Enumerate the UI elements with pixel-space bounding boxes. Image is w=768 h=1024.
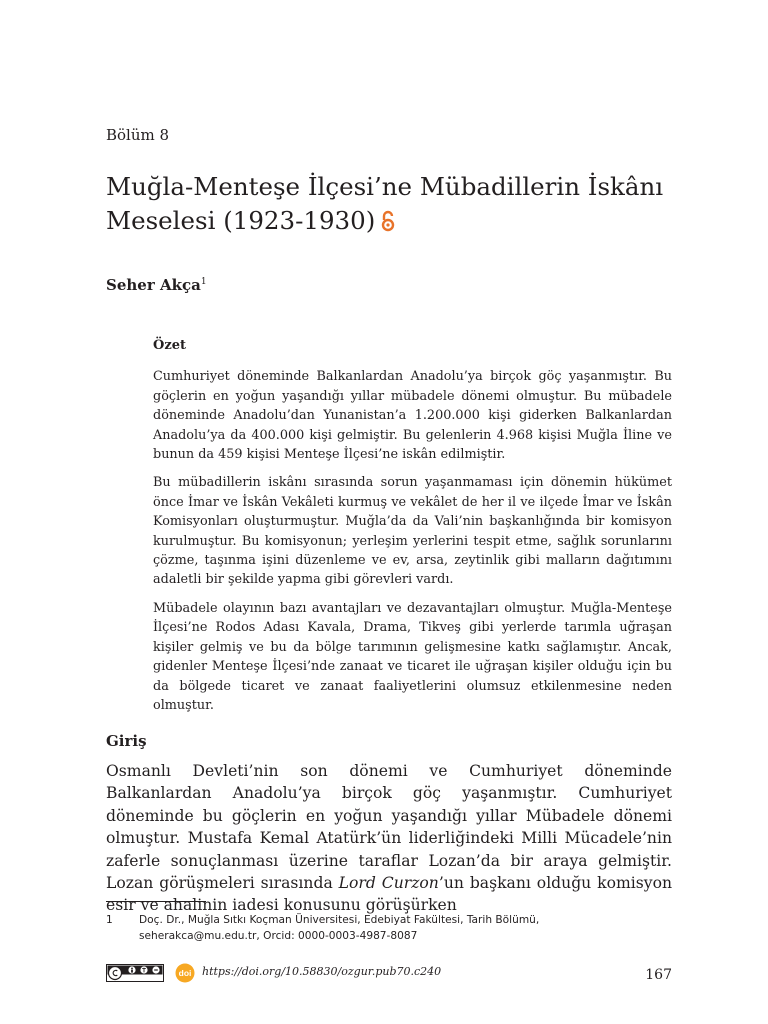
intro-paragraph: [106, 760, 672, 917]
footnote-divider: [106, 901, 206, 902]
abstract-section: [153, 336, 672, 724]
abstract-paragraph-1: Cumhuriyet döneminde Balkanlardan Anadolu’ya birçok göç yaşanmıştır. Bu göçlerin en yoğun yaşandığı yıllar mübadele dönemi olmuştur. Bu mübadele döneminde Anadolu’dan Yunanistan’a 1.200.000 kişi giderken Balkanlardan Anadolu’ya da 400.000 kişi gelmiştir. Bu gelenlerin 4.968 kişisi Muğla İline ve bunun da 459 kişisi Menteşe İlçesi’ne iskân edilmiştir.: [153, 369, 672, 463]
open-access-icon[interactable]: [381, 210, 395, 232]
intro-text-before: Osmanlı Devleti’nin son dönemi ve Cumhuriyet döneminde Balkanlardan Anadolu’ya birçok göç yaşanmıştır. Cumhuriyet döneminde bu göçlerin en yoğun yaşandığı yıllar Mübadele dönemi olmuştur. Mustafa Kemal Atatürk’ün liderliğindeki Milli Mücadele’nin zaferle sonuçlanması üzerine taraflar Lozan’da bir araya gelmiştir. Lozan görüşmeleri sırasında: [106, 762, 672, 893]
doi-badge-text: doi: [178, 968, 192, 979]
doi-link[interactable]: https://doi.org/10.58830/ozgur.pub70.c240: [202, 965, 442, 978]
author-footnote-ref[interactable]: 1: [200, 277, 207, 287]
footnote-line-1: Doç. Dr., Muğla Sıtkı Koçman Üniversitesi, Edebiyat Fakültesi, Tarih Bölümü,: [139, 914, 540, 926]
cc-by-nc-license-icon[interactable]: [106, 964, 164, 982]
footnote: [106, 912, 672, 944]
page-footer: [106, 963, 672, 985]
chapter-title-text: Muğla-Menteşe İlçesi’ne Mübadillerin İskânı Meselesi (1923-1930): [106, 172, 664, 235]
intro-text-after: ’un başkanı olduğu komisyon esir ve ahalinin iadesi konusunu görüşürken: [106, 874, 673, 915]
footnote-number: 1: [106, 914, 113, 926]
intro-italic-name: Lord Curzon: [338, 874, 439, 893]
abstract-heading: Özet: [153, 338, 186, 353]
chapter-title: [106, 170, 686, 238]
author-line: [106, 276, 207, 294]
abstract-paragraph-3: Mübadele olayının bazı avantajları ve dezavantajları olmuştur. Muğla-Menteşe İlçesi’ne Rodos Adası Kavala, Drama, Tikveş gibi yerlerde tarımla uğraşan kişiler gelmiş ve bu da bölge tarımının gelişmesine katkı sağlamıştır. Ancak, gidenler Menteşe İlçesi’nde zanaat ve ticaret ile uğraşan kişiler olduğu için bu da bölgede ticaret ve zanaat faaliyetlerini olumsuz etkilenmesine neden olmuştur.: [153, 600, 672, 713]
intro-heading: Giriş: [106, 732, 147, 750]
footnote-line-2[interactable]: seherakca@mu.edu.tr, Orcid: 0000-0003-4987-8087: [139, 930, 418, 942]
author-name: Seher Akça: [106, 276, 201, 294]
doi-icon[interactable]: [174, 963, 196, 983]
chapter-label: Bölüm 8: [106, 126, 170, 144]
abstract-paragraph-2: Bu mübadillerin iskânı sırasında sorun yaşanmaması için dönemin hükümet önce İmar ve İskân Vekâleti kurmuş ve vekâlet de her il ve ilçede İmar ve İskân Komisyonları oluşturmuştur. Muğla’da da Vali’nin başkanlığında bir komisyon kurulmuştur. Bu komisyonun; yerleşim yerlerini tespit etme, sağlık sorunlarını çözme, taşınma işini düzenleme ve ev, arsa, zeytinlik gibi malların dağıtımını adaletli bir şekilde yapma gibi görevleri vardı.: [153, 475, 672, 588]
page-number: 167: [645, 967, 672, 983]
